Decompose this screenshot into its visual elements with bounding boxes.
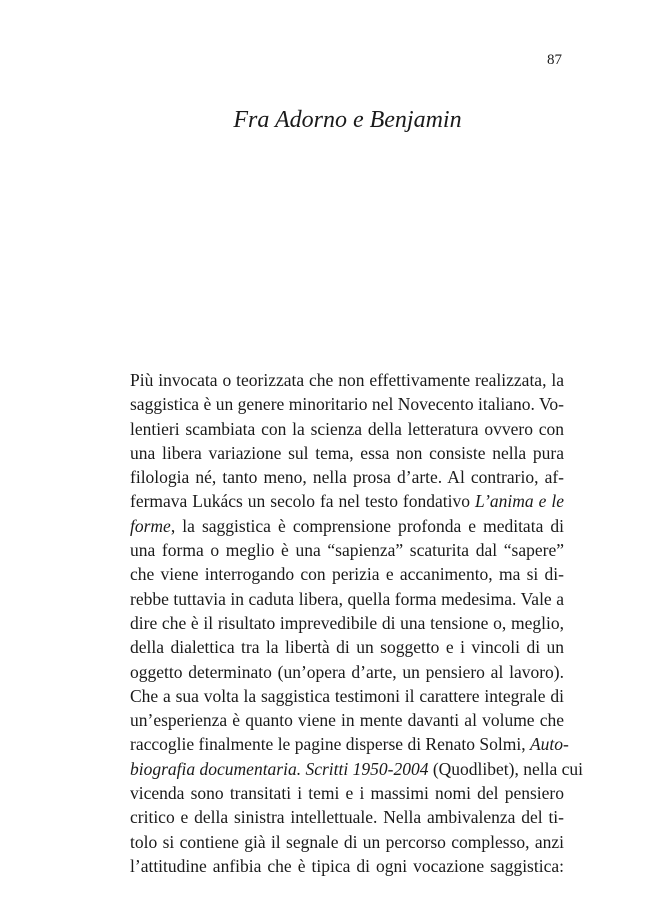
text-run: filologia né, tanto meno, nella prosa d’arte. Al contrario, af-	[130, 467, 564, 488]
text-run: (Quodlibet), nella cui	[428, 758, 584, 779]
text-run: che viene interrogando con perizia e accanimento, ma si di-	[130, 564, 564, 585]
text-run: , la saggistica è comprensione profonda e meditata di	[170, 515, 564, 536]
text-run: Che a sua volta la saggistica testimoni il carattere integrale di	[130, 685, 564, 706]
text-line	[130, 392, 564, 416]
text-run: un’esperienza è quanto viene in mente davanti al volume che	[130, 710, 564, 731]
chapter-title: Fra Adorno e Benjamin	[233, 107, 462, 133]
text-line	[130, 587, 564, 611]
text-line	[130, 611, 564, 635]
text-run: critico e della sinistra intellettuale. Nella ambivalenza del ti-	[130, 807, 564, 828]
text-line	[130, 708, 564, 732]
text-run: una forma o meglio è una “sapienza” scaturita dal “sapere”	[130, 540, 564, 561]
text-run: saggistica è un genere minoritario nel Novecento italiano. Vo-	[130, 394, 564, 415]
text-run: l’attitudine anfibia che è tipica di ogni vocazione saggistica:	[130, 855, 564, 876]
text-run: oggetto determinato (un’opera d’arte, un pensiero al lavoro).	[130, 661, 564, 682]
text-line	[130, 489, 564, 513]
italic-text: biografia documentaria. Scritti 1950-2004	[130, 758, 429, 779]
text-line	[130, 635, 564, 659]
text-run: lentieri scambiata con la scienza della letteratura ovvero con	[130, 418, 564, 439]
text-line	[130, 805, 564, 829]
text-line	[130, 684, 564, 708]
text-line	[130, 562, 564, 586]
text-run: rebbe tuttavia in caduta libera, quella forma medesima. Vale a	[130, 588, 564, 609]
page-number: 87	[547, 52, 562, 68]
text-line	[130, 441, 564, 465]
text-line	[130, 854, 564, 878]
text-line	[130, 781, 564, 805]
text-run: una libera variazione sul tema, essa non consiste nella pura	[130, 442, 564, 463]
italic-text: Auto-	[529, 734, 569, 755]
text-run: Più invocata o teorizzata che non effettivamente realizzata, la	[130, 370, 564, 390]
text-line	[130, 757, 584, 781]
text-line	[130, 368, 564, 392]
text-run: raccoglie finalmente le pagine disperse di Renato Solmi,	[130, 734, 530, 755]
text-run: della dialettica tra la libertà di un soggetto e i vincoli di un	[130, 637, 564, 658]
text-line	[130, 830, 564, 854]
text-line	[130, 660, 564, 684]
text-run: fermava Lukács un secolo fa nel testo fondativo	[130, 491, 475, 512]
text-run: vicenda sono transitati i temi e i massimi nomi del pensiero	[130, 783, 564, 804]
text-run: tolo si contiene già il segnale di un percorso complesso, anzi	[130, 831, 564, 852]
italic-text: forme	[130, 515, 171, 536]
text-line	[130, 417, 564, 441]
text-run: dire che è il risultato imprevedibile di una tensione o, meglio,	[130, 612, 564, 633]
text-line	[130, 538, 564, 562]
body-paragraph	[130, 368, 584, 878]
text-line	[130, 732, 569, 756]
text-line	[130, 514, 564, 538]
italic-text: L’anima e le	[474, 491, 564, 512]
text-line	[130, 465, 564, 489]
